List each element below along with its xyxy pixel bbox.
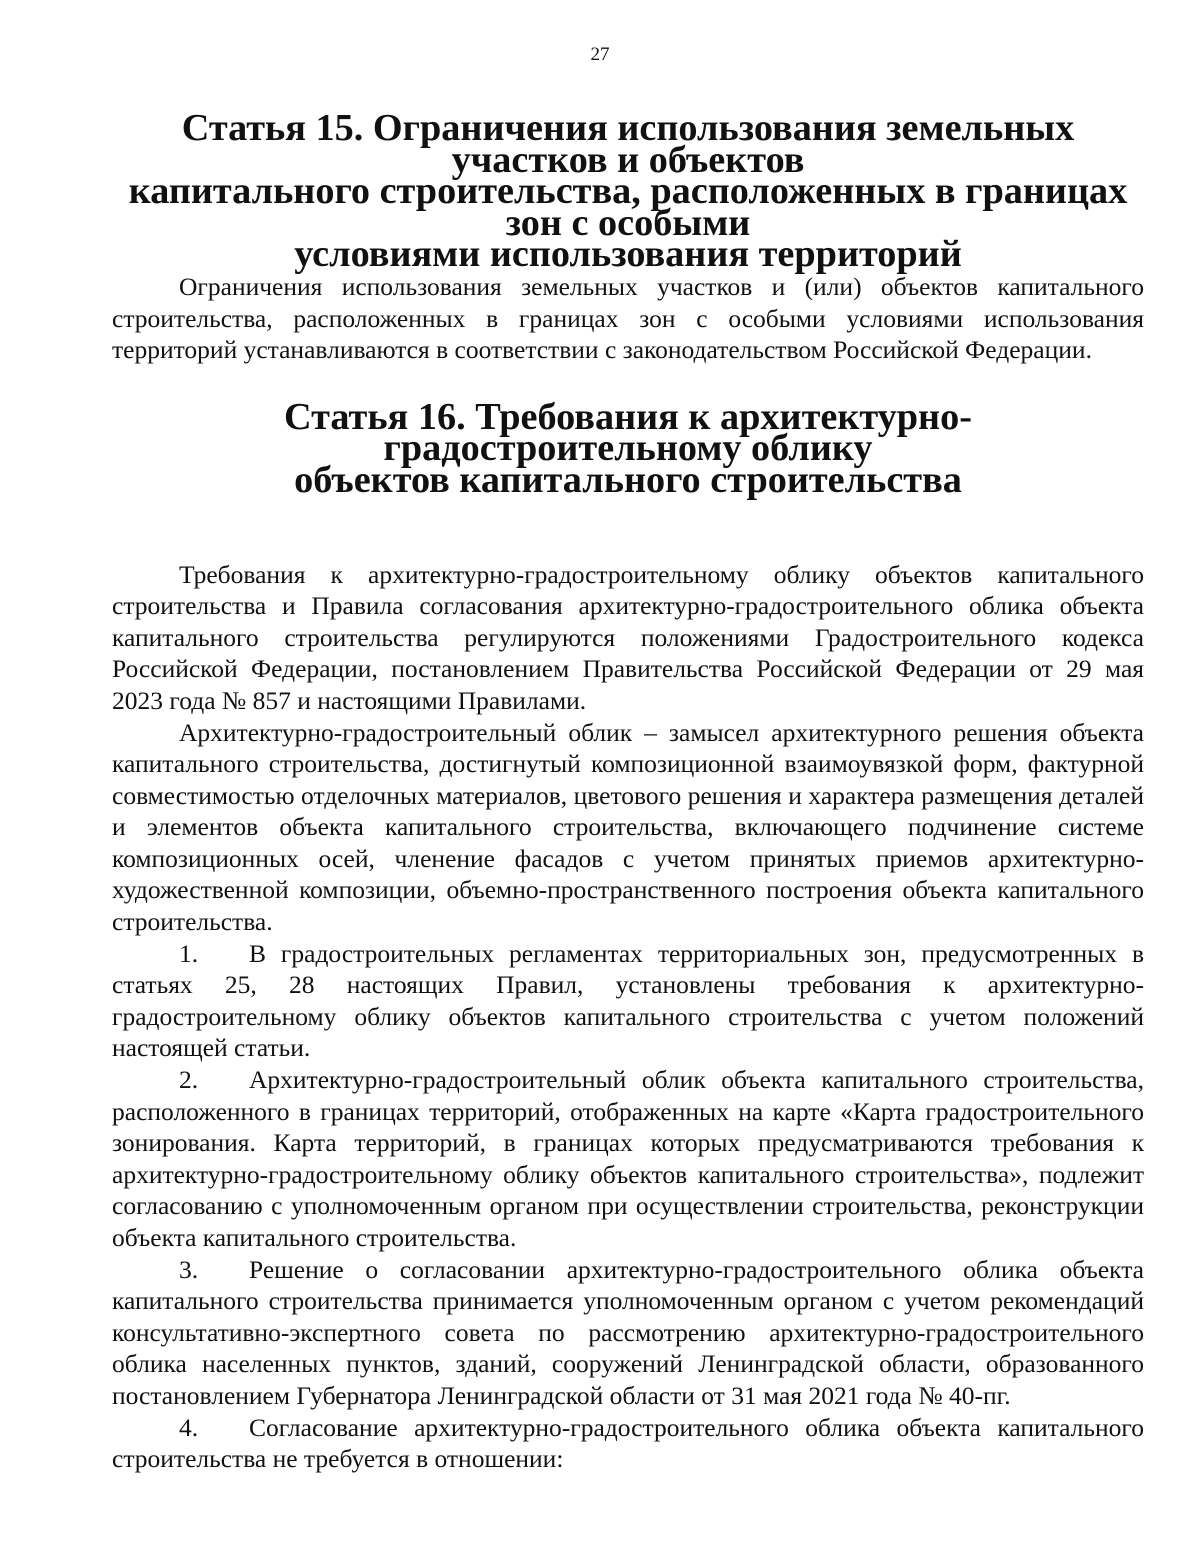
list-item-number: 2. [179, 1065, 199, 1095]
list-item-4 [112, 1412, 1144, 1475]
list-item-text: Согласование архитектурно-градостроительного облика объекта капитального строительства не требуется в отношении: [112, 1412, 1144, 1474]
article-16-paragraph-1: Требования к архитектурно-градостроительному облику объектов капитального строительства и Правила согласования архитектурно-градостроительного облика объекта капитального строительства регулируются положениями Градостроительного кодекса Российской Федерации, постановлением Правительства Российской Федерации от 29 мая 2023 года № 857 и настоящими Правилами. [112, 559, 1144, 715]
list-item-1 [112, 938, 1144, 1064]
article-15-title-line-1: Статья 15. Ограничения использования земельных участков и объектов [181, 107, 1075, 181]
list-item-text: Архитектурно-градостроительный облик объекта капитального строительства, расположенного в границах территорий, отображенных на карте «Карта градостроительного зонирования. Карта территорий, в границах которых предусматриваются требования к архитектурно-градостроительному облику объектов капитального строительства», подлежит согласованию с уполномоченным органом при осуществлении строительства, реконструкции объекта капитального строительства. [112, 1065, 1144, 1252]
article-15-title [112, 107, 1144, 276]
document-body [112, 107, 1144, 1475]
page-number: 27 [590, 44, 610, 65]
list-item-text: Решение о согласовании архитектурно-градостроительного облика объекта капитального строительства принимается уполномоченным органом с учетом рекомендаций консультативно-экспертного совета по рассмотрению архитектурно-градостроительного облика населенных пунктов, зданий, сооружений Ленинградской области, образованного постановлением Губернатора Ленинградской области от 31 мая 2021 года № 40-пг. [112, 1254, 1144, 1410]
article-15-title-line-2: капитального строительства, расположенных в границах зон с особыми [128, 170, 1128, 244]
article-15-title-line-3: условиями использования территорий [294, 233, 962, 276]
list-item-3 [112, 1254, 1144, 1412]
list-item-number: 4. [179, 1412, 199, 1442]
article-16-title-line-2: объектов капитального строительства [294, 458, 962, 501]
list-item-number: 3. [179, 1254, 199, 1284]
list-item-text: В градостроительных регламентах территориальных зон, предусмотренных в статьях 25, 28 настоящих Правил, установлены требования к архитектурно-градостроительному облику объектов капитального строительства с учетом положений настоящей статьи. [112, 938, 1144, 1063]
article-15-paragraph: Ограничения использования земельных участков и (или) объектов капитального строительства, расположенных в границах зон с особыми условиями использования территорий устанавливаются в соответствии с законодательством Российской Федерации. [112, 271, 1144, 365]
list-item-2 [112, 1064, 1144, 1254]
article-16-title-line-1: Статья 16. Требования к архитектурно-градостроительному облику [284, 395, 972, 470]
article-16-paragraph-2: Архитектурно-градостроительный облик – замысел архитектурного решения объекта капитального строительства, достигнутый композиционной взаимоувязкой форм, фактурной совместимостью отделочных материалов, цветового решения и характера размещения деталей и элементов объекта капитального строительства, включающего подчинение системе композиционных осей, членение фасадов с учетом принятых приемов архитектурно-художественной композиции, объемно-пространственного построения объекта капитального строительства. [112, 717, 1144, 937]
article-16-title [112, 395, 1144, 501]
list-item-number: 1. [179, 938, 199, 968]
